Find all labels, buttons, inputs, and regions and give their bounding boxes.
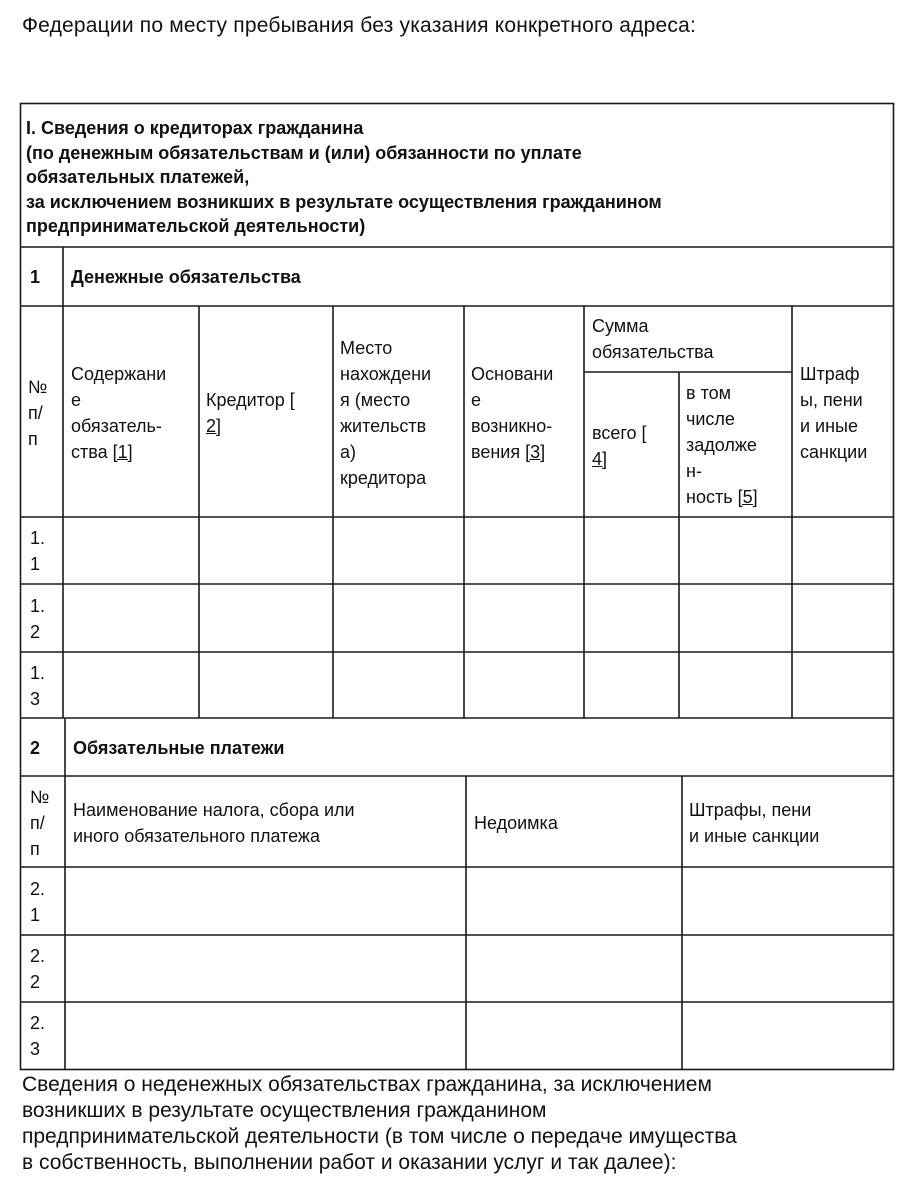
section-title: I. Сведения о кредиторах гражданина (по денежным обязательствам и (или) обязанности по уплате обязательных платежей, за исключением возникших в результате осуществления гражданином предпринимательской деятельности)	[26, 118, 662, 236]
part2-title: Обязательные платежи	[73, 738, 285, 758]
col-location-header: Место нахождени я (место жительств а) кредитора	[340, 338, 432, 488]
preceding-text-line: Федерации по месту пребывания без указания конкретного адреса:	[22, 14, 697, 37]
table-row-num: 1. 1	[30, 528, 46, 574]
footnote-link-4[interactable]: 4]	[592, 449, 608, 469]
col-penalties-header: Штраф ы, пени и иные санкции	[800, 364, 868, 462]
col-sum-group-header: Сумма обязательства	[592, 316, 714, 362]
table-row-num: 1. 3	[30, 663, 46, 709]
col-num-header: № п/ п	[28, 377, 48, 449]
col-basis-header: Основани е возникно- вения [3]	[471, 364, 554, 462]
col-creditor-header: Кредитор [ 2]	[206, 390, 295, 436]
table-row-num: 2. 3	[30, 1013, 46, 1059]
part1-number: 1	[30, 267, 41, 287]
col2-penalties-header: Штрафы, пени и иные санкции	[689, 800, 820, 846]
footnote-link-3[interactable]: [3]	[525, 442, 546, 462]
footnote-link-2[interactable]: 2]	[206, 416, 222, 436]
part1-title: Денежные обязательства	[71, 267, 301, 287]
col-incl-debt-header: в том числе задолже н- ность [5]	[686, 383, 758, 507]
col2-arrears-header: Недоимка	[474, 813, 558, 833]
table-row-num: 2. 2	[30, 946, 46, 992]
col-content-header: Содержани е обязатель- ства [1]	[71, 364, 167, 462]
col2-name-header: Наименование налога, сбора или иного обязательного платежа	[73, 800, 355, 846]
footnote-link-1[interactable]: [1]	[112, 442, 133, 462]
following-paragraph: Сведения о неденежных обязательствах гражданина, за исключением возникших в результате осуществления гражданином предпринимательской деятельности (в том числе о передаче имущества в собственность, выполнении работ и оказании услуг и так далее):	[22, 1073, 737, 1174]
col2-num-header: № п/ п	[30, 787, 50, 859]
table-row-num: 2. 1	[30, 879, 46, 925]
table-row-num: 1. 2	[30, 596, 46, 642]
part2-number: 2	[30, 738, 41, 758]
col-total-header: всего [ 4]	[592, 423, 647, 469]
footnote-link-5[interactable]: [5]	[737, 487, 758, 507]
